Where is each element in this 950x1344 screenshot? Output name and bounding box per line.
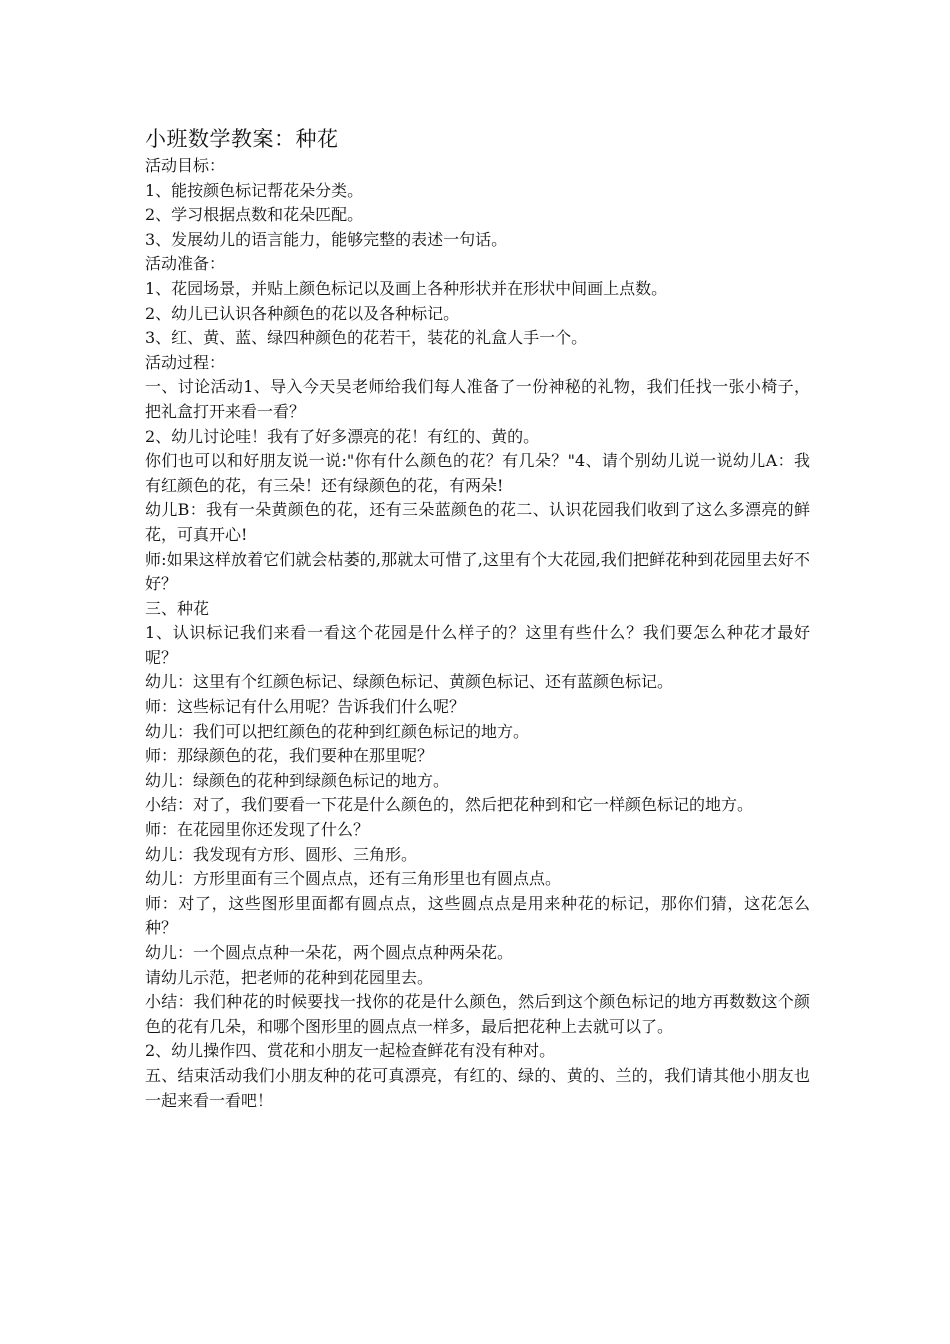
document-body bbox=[145, 124, 810, 1113]
paragraph: 师：在花园里你还发现了什么？ bbox=[145, 820, 370, 840]
paragraph: 活动目标： bbox=[145, 156, 226, 175]
paragraph: 三、种花 bbox=[145, 598, 210, 618]
paragraph: 幼儿B：我有一朵黄颜色的花，还有三朵蓝颜色的花二、认识花园我们收到了这么多漂亮的鲜花，可真开心! bbox=[145, 500, 810, 544]
paragraph: 幼儿：这里有个红颜色标记、绿颜色标记、黄颜色标记、还有蓝颜色标记。 bbox=[145, 672, 674, 692]
paragraph: 师：那绿颜色的花，我们要种在那里呢？ bbox=[145, 746, 434, 766]
paragraph: 幼儿：绿颜色的花种到绿颜色标记的地方。 bbox=[145, 770, 450, 790]
paragraph: 师：这些标记有什么用呢？告诉我们什么呢？ bbox=[145, 697, 466, 717]
paragraph: 2、学习根据点数和花朵匹配。 bbox=[145, 205, 364, 225]
document-title: 小班数学教案：种花 bbox=[145, 127, 339, 151]
paragraph: 1、能按颜色标记帮花朵分类。 bbox=[145, 180, 364, 200]
paragraph: 请幼儿示范，把老师的花种到花园里去。 bbox=[145, 967, 434, 987]
paragraph: 师：对了，这些图形里面都有圆点点，这些圆点点是用来种花的标记，那你们猜，这花怎么种？ bbox=[145, 893, 810, 938]
paragraph: 活动准备： bbox=[145, 254, 226, 274]
paragraph: 小结：我们种花的时候要找一找你的花是什么颜色，然后到这个颜色标记的地方再数数这个颜色的花有几朵，和哪个图形里的圆点点一样多，最后把花种上去就可以了。 bbox=[145, 992, 810, 1036]
paragraph: 2、幼儿操作四、赏花和小朋友一起检查鲜花有没有种对。 bbox=[145, 1041, 556, 1061]
paragraph: 师:如果这样放着它们就会枯萎的,那就太可惜了,这里有个大花园,我们把鲜花种到花园里去好不好？ bbox=[145, 549, 810, 594]
paragraph: 一、讨论活动1、导入今天吴老师给我们每人准备了一份神秘的礼物，我们任找一张小椅子，把礼盒打开来看一看？ bbox=[145, 377, 810, 421]
paragraph: 幼儿：我发现有方形、圆形、三角形。 bbox=[145, 844, 418, 864]
paragraph: 3、发展幼儿的语言能力，能够完整的表述一句话。 bbox=[145, 229, 508, 249]
paragraph: 1、认识标记我们来看一看这个花园是什么样子的？这里有些什么？我们要怎么种花才最好呢？ bbox=[145, 623, 810, 667]
paragraph: 幼儿：我们可以把红颜色的花种到红颜色标记的地方。 bbox=[145, 721, 530, 741]
paragraph: 五、结束活动我们小朋友种的花可真漂亮，有红的、绿的、黄的、兰的，我们请其他小朋友也一起来看一看吧！ bbox=[145, 1065, 810, 1110]
paragraph: 你们也可以和好朋友说一说:"你有什么颜色的花？有几朵？"4、请个别幼儿说一说幼儿A：我有红颜色的花，有三朵！还有绿颜色的花，有两朵! bbox=[145, 451, 810, 495]
paragraph: 1、花园场景，并贴上颜色标记以及画上各种形状并在形状中间画上点数。 bbox=[145, 278, 668, 298]
paragraph: 3、红、黄、蓝、绿四种颜色的花若干，装花的礼盒人手一个。 bbox=[145, 328, 588, 348]
paragraph: 2、幼儿讨论哇！我有了好多漂亮的花！有红的、黄的。 bbox=[145, 426, 540, 446]
paragraph: 2、幼儿已认识各种颜色的花以及各种标记。 bbox=[145, 303, 460, 323]
paragraph: 活动过程： bbox=[145, 352, 226, 372]
paragraph: 小结：对了，我们要看一下花是什么颜色的，然后把花种到和它一样颜色标记的地方。 bbox=[145, 795, 754, 815]
paragraph: 幼儿：方形里面有三个圆点点，还有三角形里也有圆点点。 bbox=[145, 869, 562, 889]
paragraph: 幼儿：一个圆点点种一朵花，两个圆点点种两朵花。 bbox=[145, 943, 514, 962]
